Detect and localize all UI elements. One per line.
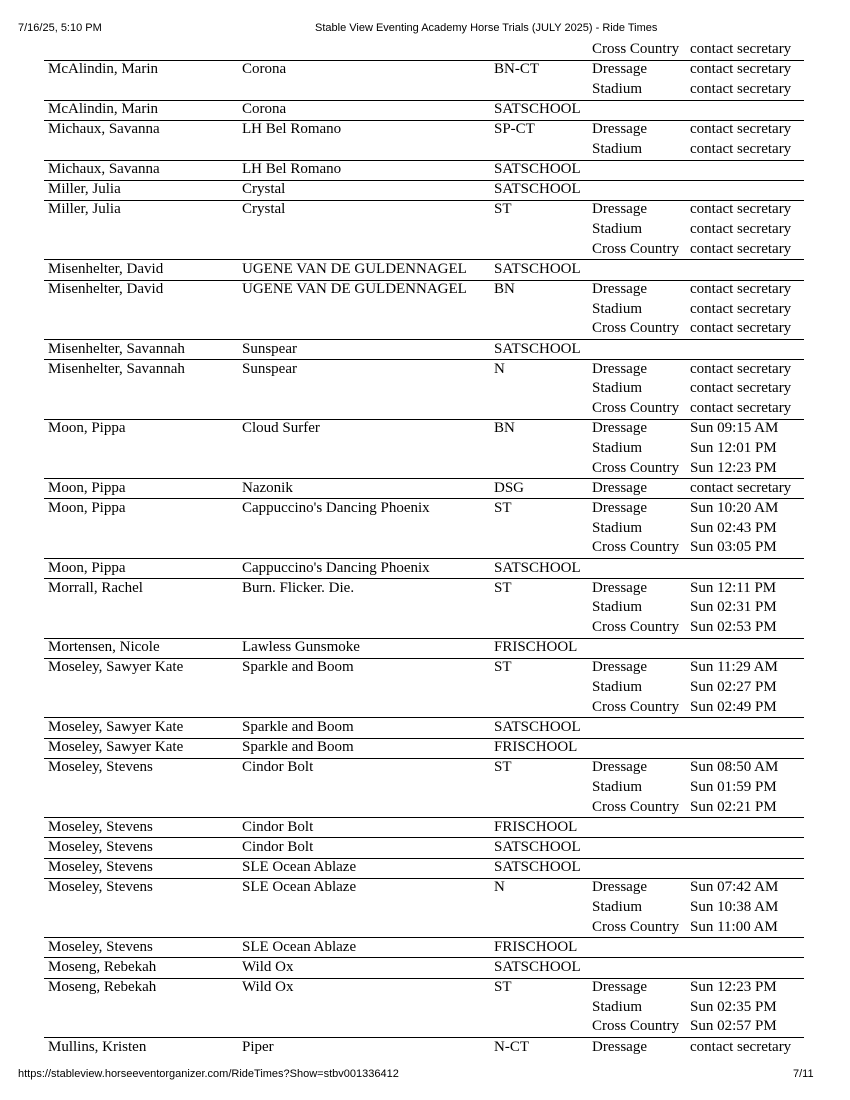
ride-time: Sun 12:23 PM — [690, 979, 777, 996]
phase-list — [592, 120, 647, 159]
ride-time: Sun 02:43 PM — [690, 519, 777, 536]
horse-name: LH Bel Romano — [242, 161, 342, 177]
table-row — [44, 858, 804, 879]
phase-name: Stadium — [592, 140, 643, 157]
rider-name: Moseley, Stevens — [48, 879, 153, 896]
rider-name: Moseng, Rebekah — [48, 958, 157, 975]
division: FRISCHOOL — [494, 938, 578, 955]
division: SATSCHOOL — [494, 718, 581, 735]
phase-list — [592, 280, 679, 339]
phase-name: Stadium — [592, 778, 643, 795]
rider-name: Misenhelter, Savannah — [48, 340, 185, 357]
time-list — [690, 658, 778, 717]
phase-name: Cross Country — [592, 619, 680, 636]
ride-time: Sun 02:21 PM — [690, 798, 777, 815]
ride-time: Sun 10:20 AM — [690, 499, 779, 516]
rider-name: Michaux, Savanna — [48, 161, 160, 177]
ride-time: contact secretary — [690, 400, 792, 417]
ride-time: Sun 12:11 PM — [690, 579, 777, 596]
table-row — [44, 718, 804, 739]
phase-list — [592, 499, 679, 558]
division: N — [494, 360, 505, 377]
page-number: 7/11 — [793, 1068, 814, 1080]
division: SATSCHOOL — [494, 260, 581, 277]
horse-name: Cappuccino's Dancing Phoenix — [242, 499, 430, 516]
division: SATSCHOOL — [494, 838, 581, 855]
division: SATSCHOOL — [494, 101, 581, 117]
horse-name: Burn. Flicker. Die. — [242, 579, 355, 596]
division: SATSCHOOL — [494, 340, 581, 357]
time-list — [690, 579, 777, 638]
phase-name: Dressage — [592, 759, 647, 776]
phase-name: Dressage — [592, 420, 647, 437]
phase-name: Dressage — [592, 979, 647, 996]
division: FRISCHOOL — [494, 818, 578, 835]
horse-name: Nazonik — [242, 479, 293, 496]
rider-name: Moseley, Sawyer Kate — [48, 739, 184, 756]
ride-time: Sun 02:49 PM — [690, 698, 777, 715]
table-row — [44, 579, 804, 639]
horse-name: Wild Ox — [242, 979, 294, 996]
phase-name: Dressage — [592, 281, 647, 297]
ride-time: contact secretary — [690, 80, 792, 97]
horse-name: Cloud Surfer — [242, 420, 320, 437]
time-list — [690, 479, 791, 499]
ride-time: Sun 01:59 PM — [690, 778, 777, 795]
phase-list — [592, 40, 679, 60]
phase-name: Cross Country — [592, 539, 680, 556]
rider-name: Moseley, Stevens — [48, 818, 153, 835]
ride-time: contact secretary — [690, 220, 792, 237]
horse-name: Lawless Gunsmoke — [242, 639, 360, 656]
rider-name: Misenhelter, David — [48, 260, 164, 277]
phase-list — [592, 978, 679, 1037]
phase-name: Cross Country — [592, 400, 680, 417]
table-row — [44, 758, 804, 818]
rider-name: Michaux, Savanna — [48, 121, 160, 138]
phase-name: Stadium — [592, 679, 643, 696]
table-row — [44, 838, 804, 859]
rider-name: Moseng, Rebekah — [48, 979, 157, 996]
ride-time: Sun 12:23 PM — [690, 459, 777, 476]
phase-name: Cross Country — [592, 320, 680, 337]
ride-time: Sun 02:31 PM — [690, 599, 777, 616]
ride-time: contact secretary — [690, 61, 792, 78]
division: SATSCHOOL — [494, 181, 581, 198]
time-list — [690, 758, 778, 817]
rider-name: Moseley, Stevens — [48, 759, 153, 776]
ride-time: Sun 02:27 PM — [690, 679, 777, 696]
time-list — [690, 1038, 791, 1058]
table-row — [44, 479, 804, 500]
phase-name: Dressage — [592, 499, 647, 516]
rider-name: Moon, Pippa — [48, 559, 126, 576]
horse-name: Cindor Bolt — [242, 759, 314, 776]
ride-time: contact secretary — [690, 380, 792, 397]
table-row — [44, 499, 804, 559]
table-row — [44, 280, 804, 340]
horse-name: UGENE VAN DE GULDENNAGEL — [242, 281, 467, 297]
ride-time: contact secretary — [690, 240, 792, 257]
phase-name: Stadium — [592, 439, 643, 456]
horse-name: Corona — [242, 101, 287, 117]
horse-name: Cindor Bolt — [242, 818, 314, 835]
horse-name: Sunspear — [242, 360, 297, 377]
horse-name: Sparkle and Boom — [242, 739, 354, 756]
rider-name: Moseley, Stevens — [48, 838, 153, 855]
horse-name: SLE Ocean Ablaze — [242, 859, 357, 876]
time-list — [690, 360, 791, 419]
phase-name: Dressage — [592, 360, 647, 377]
horse-name: Corona — [242, 61, 287, 78]
ride-time: contact secretary — [690, 479, 792, 496]
rider-name: Moon, Pippa — [48, 479, 126, 496]
rider-name: Mullins, Kristen — [48, 1038, 147, 1055]
division: BN-CT — [494, 61, 539, 78]
ride-time: contact secretary — [690, 140, 792, 157]
phase-name: Dressage — [592, 879, 647, 896]
table-row — [44, 60, 804, 100]
phase-list — [592, 758, 679, 817]
horse-name: Sparkle and Boom — [242, 659, 354, 676]
phase-name: Stadium — [592, 220, 643, 237]
time-list — [690, 40, 791, 60]
division: N — [494, 879, 505, 896]
rider-name: Moseley, Stevens — [48, 938, 153, 955]
horse-name: Crystal — [242, 181, 286, 198]
phase-name: Dressage — [592, 201, 647, 218]
rider-name: Miller, Julia — [48, 201, 121, 218]
phase-name: Dressage — [592, 61, 647, 78]
division: FRISCHOOL — [494, 639, 578, 656]
horse-name: Crystal — [242, 201, 286, 218]
division: BN — [494, 420, 515, 437]
phase-list — [592, 360, 679, 419]
division: ST — [494, 759, 512, 776]
phase-name: Cross Country — [592, 240, 680, 257]
time-list — [690, 60, 791, 99]
page-title: Stable View Eventing Academy Horse Trials (JULY 2025) - Ride Times — [315, 22, 658, 34]
rider-name: Misenhelter, David — [48, 281, 164, 297]
division: SATSCHOOL — [494, 859, 581, 876]
table-row — [44, 180, 804, 201]
page-url: https://stableview.horseeventorganizer.com/RideTimes?Show=stbv001336412 — [18, 1068, 399, 1080]
division: SATSCHOOL — [494, 559, 581, 576]
time-list — [690, 499, 778, 558]
rider-name: Moseley, Sawyer Kate — [48, 718, 184, 735]
table-row — [44, 1038, 804, 1058]
phase-name: Cross Country — [592, 1018, 680, 1035]
ride-time: Sun 02:35 PM — [690, 998, 777, 1015]
table-row — [44, 738, 804, 759]
phase-name: Dressage — [592, 579, 647, 596]
phase-name: Cross Country — [592, 698, 680, 715]
phase-name: Dressage — [592, 1038, 647, 1055]
horse-name: Sunspear — [242, 340, 297, 357]
ride-time: contact secretary — [690, 41, 792, 57]
division: ST — [494, 201, 512, 218]
phase-name: Cross Country — [592, 41, 680, 57]
phase-list — [592, 1038, 647, 1058]
division: ST — [494, 579, 512, 596]
rider-name: Misenhelter, Savannah — [48, 360, 185, 377]
division: FRISCHOOL — [494, 739, 578, 756]
table-row — [44, 978, 804, 1038]
rider-name: Mortensen, Nicole — [48, 639, 160, 656]
time-list — [690, 120, 791, 159]
horse-name: UGENE VAN DE GULDENNAGEL — [242, 260, 467, 277]
table-row — [44, 958, 804, 979]
ride-time: contact secretary — [690, 281, 792, 297]
horse-name: Sparkle and Boom — [242, 718, 354, 735]
table-row — [44, 260, 804, 281]
phase-name: Stadium — [592, 898, 643, 915]
time-list — [690, 878, 778, 937]
table-row — [44, 100, 804, 121]
ride-time: Sun 12:01 PM — [690, 439, 777, 456]
rider-name: Moseley, Stevens — [48, 859, 153, 876]
rider-name: McAlindin, Marin — [48, 61, 158, 78]
phase-list — [592, 658, 679, 717]
rider-name: Morrall, Rachel — [48, 579, 143, 596]
ride-time: contact secretary — [690, 121, 792, 138]
phase-name: Cross Country — [592, 459, 680, 476]
ride-time: contact secretary — [690, 300, 792, 317]
horse-name: Wild Ox — [242, 958, 294, 975]
phase-list — [592, 878, 679, 937]
table-row — [44, 40, 804, 61]
ride-time: contact secretary — [690, 360, 792, 377]
rider-name: McAlindin, Marin — [48, 101, 158, 117]
table-row — [44, 200, 804, 260]
ride-time: Sun 09:15 AM — [690, 420, 779, 437]
ride-time: Sun 02:57 PM — [690, 1018, 777, 1035]
phase-name: Stadium — [592, 380, 643, 397]
ride-time: contact secretary — [690, 201, 792, 218]
phase-list — [592, 579, 679, 638]
time-list — [690, 200, 791, 259]
time-list — [690, 419, 778, 478]
phase-list — [592, 479, 647, 499]
division: ST — [494, 499, 512, 516]
time-list — [690, 280, 791, 339]
phase-list — [592, 60, 647, 99]
print-timestamp: 7/16/25, 5:10 PM — [18, 22, 102, 34]
rider-name: Moseley, Sawyer Kate — [48, 659, 184, 676]
ride-time: Sun 02:53 PM — [690, 619, 777, 636]
table-row — [44, 658, 804, 718]
division: ST — [494, 979, 512, 996]
table-row — [44, 360, 804, 420]
phase-name: Cross Country — [592, 798, 680, 815]
ride-time: Sun 08:50 AM — [690, 759, 779, 776]
phase-name: Cross Country — [592, 918, 680, 935]
division: ST — [494, 659, 512, 676]
phase-name: Dressage — [592, 479, 647, 496]
rider-name: Miller, Julia — [48, 181, 121, 198]
ride-time: Sun 11:29 AM — [690, 659, 778, 676]
division: SATSCHOOL — [494, 161, 581, 177]
rider-name: Moon, Pippa — [48, 420, 126, 437]
table-row — [44, 938, 804, 959]
phase-name: Dressage — [592, 121, 647, 138]
horse-name: Cindor Bolt — [242, 838, 314, 855]
phase-list — [592, 419, 679, 478]
ride-time: Sun 11:00 AM — [690, 918, 778, 935]
ride-time: contact secretary — [690, 320, 792, 337]
table-row — [44, 160, 804, 181]
division: DSG — [494, 479, 525, 496]
horse-name: SLE Ocean Ablaze — [242, 879, 357, 896]
table-row — [44, 120, 804, 160]
phase-name: Stadium — [592, 300, 643, 317]
phase-name: Stadium — [592, 599, 643, 616]
horse-name: LH Bel Romano — [242, 121, 342, 138]
table-row — [44, 340, 804, 361]
horse-name: SLE Ocean Ablaze — [242, 938, 357, 955]
ride-time: Sun 07:42 AM — [690, 879, 779, 896]
ride-time: contact secretary — [690, 1038, 792, 1055]
division: SP-CT — [494, 121, 535, 138]
division: SATSCHOOL — [494, 958, 581, 975]
division: BN — [494, 281, 515, 297]
phase-name: Stadium — [592, 998, 643, 1015]
table-row — [44, 559, 804, 580]
table-row — [44, 878, 804, 938]
phase-name: Stadium — [592, 80, 643, 97]
rider-name: Moon, Pippa — [48, 499, 126, 516]
time-list — [690, 978, 777, 1037]
table-row — [44, 419, 804, 479]
phase-list — [592, 200, 679, 259]
horse-name: Piper — [242, 1038, 274, 1055]
horse-name: Cappuccino's Dancing Phoenix — [242, 559, 430, 576]
phase-name: Stadium — [592, 519, 643, 536]
table-row — [44, 818, 804, 839]
division: N-CT — [494, 1038, 529, 1055]
phase-name: Dressage — [592, 659, 647, 676]
ride-time: Sun 10:38 AM — [690, 898, 779, 915]
table-row — [44, 638, 804, 659]
ride-time: Sun 03:05 PM — [690, 539, 777, 556]
